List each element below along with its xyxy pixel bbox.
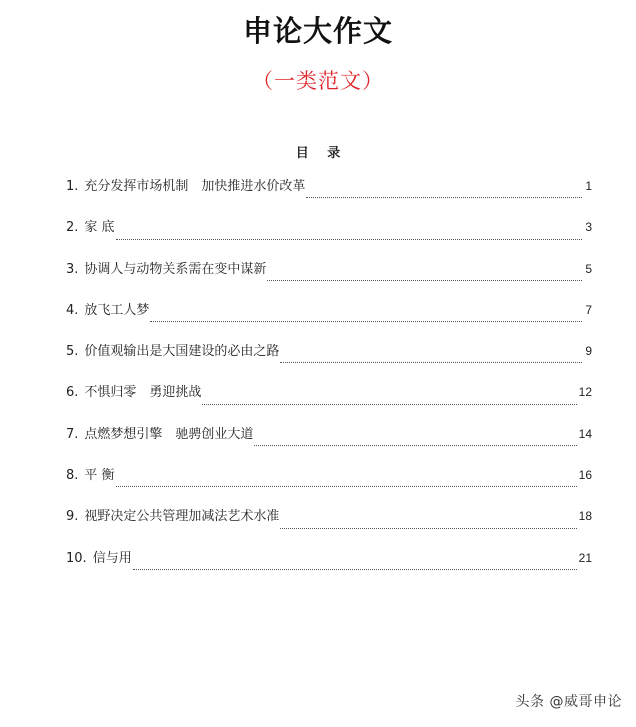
toc-entry-title: 平 衡: [84, 468, 115, 484]
dot-leader: [280, 527, 576, 529]
toc-entry-number: 4.: [66, 302, 79, 318]
toc-heading: 目 录: [295, 146, 341, 161]
toc-entry-number: 2.: [66, 220, 79, 236]
toc-entry-title: 协调人与动物关系需在变中谋新: [84, 261, 267, 277]
toc-entry-3[interactable]: [66, 258, 592, 299]
toc-entry-8[interactable]: [66, 464, 592, 505]
toc-entry-1[interactable]: [66, 175, 592, 216]
dot-leader: [254, 444, 576, 446]
dot-leader: [116, 485, 577, 487]
toc-entry-title: 价值观输出是大国建设的必由之路: [84, 344, 280, 360]
toc-entry-title: 信与用: [92, 550, 132, 566]
toc-entry-4[interactable]: [66, 299, 592, 340]
toc-entry-page: 1: [585, 179, 592, 193]
document-title: 申论大作文: [242, 14, 393, 48]
toc-entry-2[interactable]: [66, 216, 592, 257]
toc-entry-page: 16: [578, 468, 592, 483]
document-subtitle: （一类范文）: [252, 69, 384, 93]
toc-entry-7[interactable]: [66, 423, 592, 464]
toc-entry-9[interactable]: [66, 505, 592, 546]
toc-entry-title: 视野决定公共管理加减法艺术水准: [84, 509, 280, 525]
dot-leader: [267, 279, 582, 281]
toc-entry-title: 充分发挥市场机制 加快推进水价改革: [84, 179, 306, 194]
dot-leader: [202, 403, 576, 405]
toc-entry-page: 18: [578, 509, 592, 524]
toc-entry-number: 9.: [66, 509, 79, 525]
toc-entry-title: 点燃梦想引擎 驰骋创业大道: [84, 426, 254, 442]
dot-leader: [280, 361, 582, 363]
table-of-contents: [66, 175, 592, 588]
dot-leader: [150, 320, 582, 322]
toc-entry-page: 7: [585, 302, 592, 317]
dot-leader: [306, 196, 582, 198]
toc-entry-6[interactable]: [66, 381, 592, 422]
toc-entry-10[interactable]: [66, 547, 592, 588]
toc-entry-page: 14: [578, 426, 592, 441]
dot-leader: [116, 238, 582, 240]
dot-leader: [133, 568, 577, 570]
toc-entry-number: 10.: [66, 550, 87, 566]
toc-entry-page: 9: [585, 344, 592, 359]
toc-entry-title: 家 底: [84, 220, 115, 236]
toc-entry-title: 不惧归零 勇迎挑战: [84, 385, 202, 401]
toc-entry-title: 放飞工人梦: [84, 302, 150, 318]
toc-entry-number: 7.: [66, 426, 79, 442]
toc-entry-number: 3.: [66, 261, 79, 277]
toc-entry-number: 5.: [66, 344, 79, 360]
toc-entry-number: 1.: [66, 179, 79, 194]
toc-entry-5[interactable]: [66, 340, 592, 381]
toc-entry-number: 6.: [66, 385, 79, 401]
watermark: 头条 @威哥申论: [515, 694, 622, 710]
toc-entry-page: 3: [585, 220, 592, 235]
toc-entry-page: 21: [578, 550, 592, 565]
toc-entry-page: 5: [585, 261, 592, 276]
toc-entry-number: 8.: [66, 468, 79, 484]
toc-entry-page: 12: [578, 385, 592, 400]
